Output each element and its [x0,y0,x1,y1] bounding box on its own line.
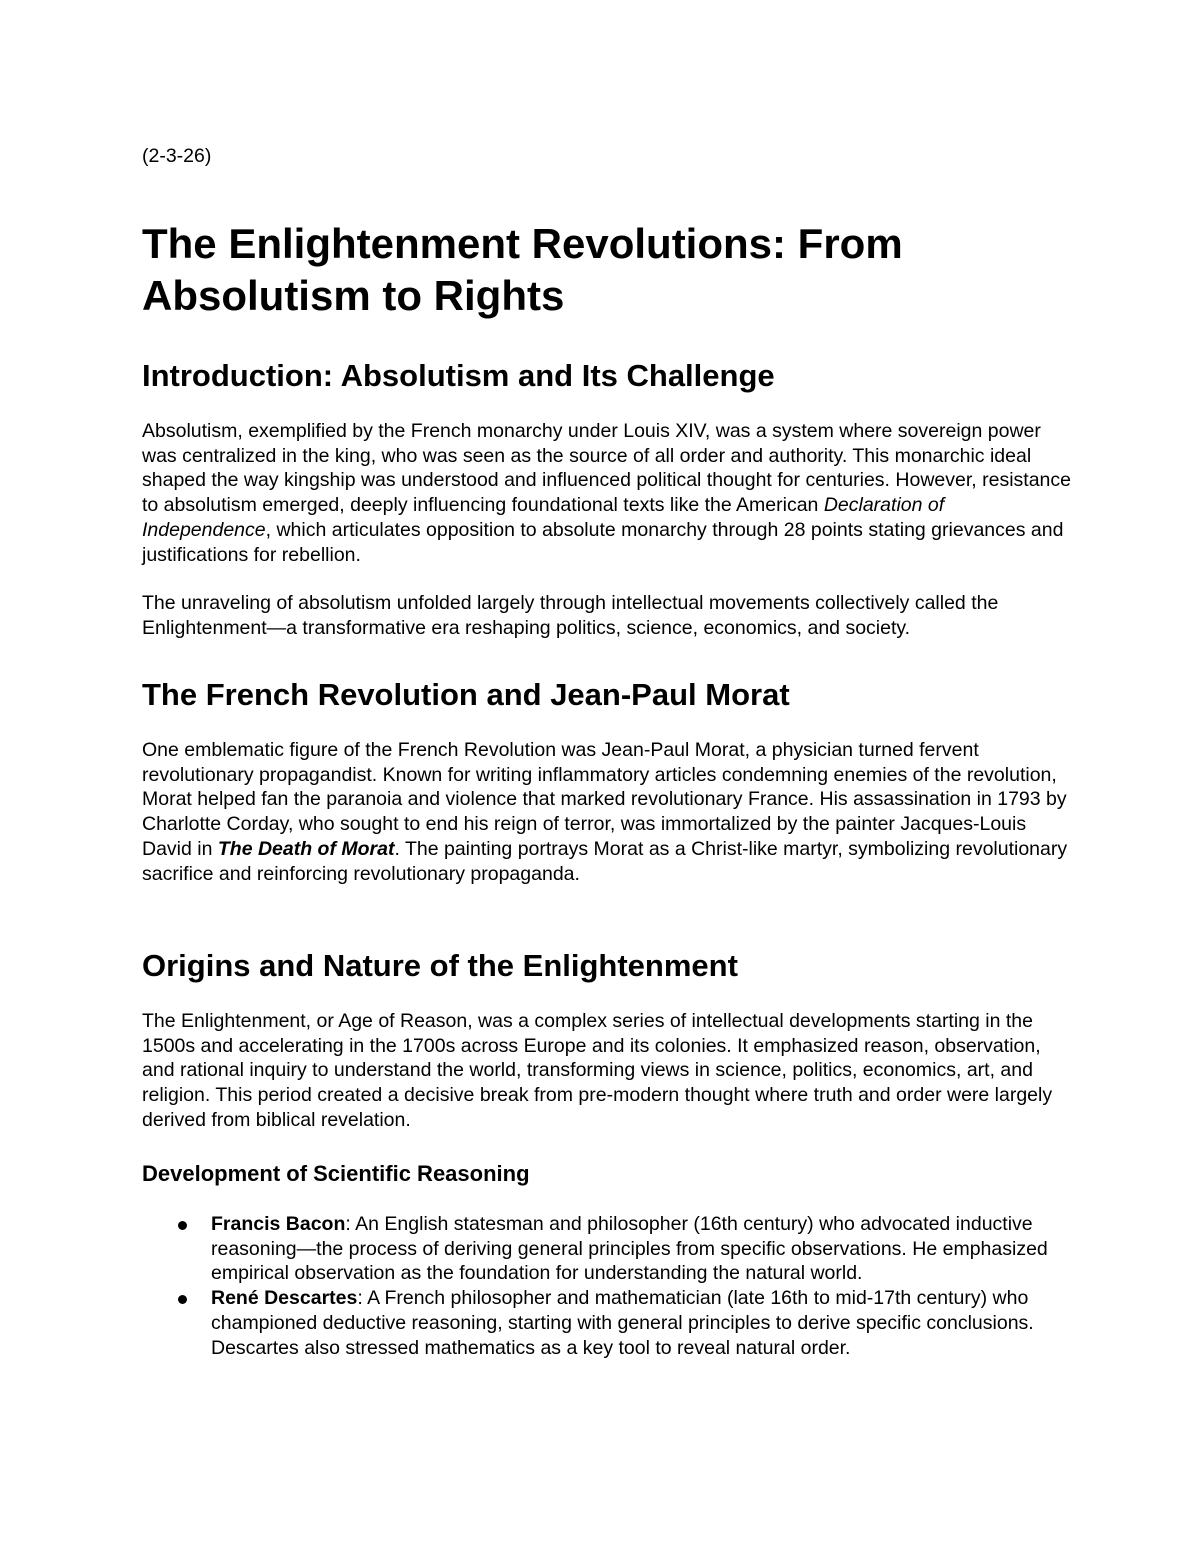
french-p1-emphasis: The Death of Morat [217,837,395,860]
french-p1-text-b: . The painting portrays Morat as a Christ-like martyr, symbolizing revolutionary sacrifice and reinforcing revolutionary propaganda. [142,837,1068,885]
heading-french-revolution: The French Revolution and Jean-Paul Morat [142,677,790,712]
heading-introduction: Introduction: Absolutism and Its Challenge [142,358,775,393]
intro-p1-text-a: Absolutism, exemplified by the French monarchy under Louis XIV, was a system where sovereign power was centralized in the king, who was seen as the source of all order and authority. This monarchic ideal shaped the way kingship was understood and influenced political thought for centuries. However, resistance to absolutism emerged, deeply influencing foundational texts like the American [142,420,1071,517]
heading-origins: Origins and Nature of the Enlightenment [142,948,738,983]
list-item-descartes [142,1286,1072,1360]
bullet-dot-icon [178,1295,187,1304]
list-item-name: René Descartes [211,1287,358,1310]
intro-paragraph-2: The unraveling of absolutism unfolded largely through intellectual movements collectively called the Enlightenment—a transformative era reshaping politics, science, economics, and society. [142,592,999,639]
origins-paragraph-1: The Enlightenment, or Age of Reason, was a complex series of intellectual developments starting in the 1500s and accelerating in the 1700s across Europe and its colonies. It emphasized reason, observation, and rational inquiry to understand the world, transforming views in science, politics, economics, art, and religion. This period created a decisive break from pre-modern thought where truth and order were largely derived from biblical revelation. [142,1010,1053,1131]
list-item-bacon [142,1212,1072,1286]
list-item-name: Francis Bacon [211,1213,346,1235]
scientific-reasoning-list [142,1212,1072,1360]
document-title: The Enlightenment Revolutions: From Absolutism to Rights [142,220,903,319]
intro-p1-text-b: , which articulates opposition to absolute monarchy through 28 points stating grievances and justifications for rebellion. [142,518,1064,566]
french-p1-text-a: One emblematic figure of the French Revolution was Jean-Paul Morat, a physician turned fervent revolutionary propagandist. Known for writing inflammatory articles condemning enemies of the revolution, Morat helped fan the paranoia and violence that marked revolutionary France. His assassination in 1793 by Charlotte Corday, who sought to end his reign of terror, was immortalized by the painter Jacques-Louis David in [142,739,1067,860]
intro-paragraph-1 [142,419,1072,567]
bullet-dot-icon [178,1221,187,1230]
date-line: (2-3-26) [142,145,212,167]
intro-p1-emphasis: Declaration of Independence [142,494,945,541]
list-item-text: : An English statesman and philosopher (16th century) who advocated inductive reasoning—the process of deriving general principles from specific observations. He emphasized empirical observation as the foundation for understanding the natural world. [211,1213,1048,1285]
french-paragraph-1 [142,738,1072,886]
list-item-text: : A French philosopher and mathematician (late 16th to mid-17th century) who championed deductive reasoning, starting with general principles to derive specific conclusions. Descartes also stressed mathematics as a key tool to reveal natural order. [211,1287,1034,1359]
heading-scientific-reasoning: Development of Scientific Reasoning [142,1161,530,1186]
